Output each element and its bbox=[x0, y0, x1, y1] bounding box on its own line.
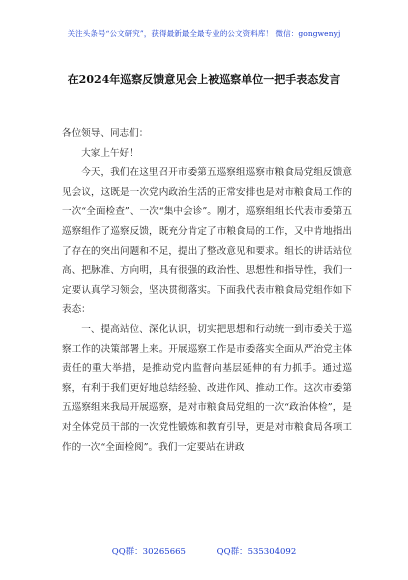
footer-qq-group-2: QQ群：535304092 bbox=[216, 547, 297, 557]
paragraph-point-one: 一、提高站位、深化认识，切实把思想和行动统一到市委关于巡察工作的决策部署上来。开展巡察工作是市委落实全面从严治党主体责任的重大举措，是推动党内监督向基层延伸的有力抓手。通过巡察，有利于我们更好地总结经验、改进作风、推动工作。这次市委第五巡察组来我局开展巡察，是对市粮食局党组的一次“政治体检”，是对全体党员干部的一次党性锻炼和教育引导，更是对市粮食局各项工作的一次“全面检阅”。我们一定要站在讲政 bbox=[62, 323, 352, 453]
paragraph-intro: 今天，我们在这里召开市委第五巡察组巡察市粮食局党组反馈意见会议，这既是一次党内政治生活的正常安排也是对市粮食局工作的一次“全面检查”、一次“集中会诊”。刚才，巡察组组长代表市委第五巡察组作了巡察反馈，既充分肯定了市粮食局的工作，又中肯地指出了存在的突出问题和不足，提出了整改意见和要求。组长的讲话站位高、把脉准、方向明，具有很强的政治性、思想性和指导性，我们一定要认真学习领会，坚决贯彻落实。下面我代表市粮食局党组作如下表态： bbox=[62, 167, 352, 316]
paragraph-greeting: 大家上午好！ bbox=[81, 147, 139, 159]
document-title: 在2024年巡察反馈意见会上被巡察单位一把手表态发言 bbox=[67, 73, 341, 86]
footer-qq-groups bbox=[0, 545, 408, 557]
header-banner: 关注头条号“公文研究”，获得最新最全最专业的公文资料库！ 微信：gongwenyj bbox=[67, 29, 341, 38]
document-body bbox=[62, 124, 352, 457]
salutation: 各位领导、同志们： bbox=[62, 128, 149, 139]
footer-qq-group-1: QQ群：30265665 bbox=[111, 547, 186, 557]
